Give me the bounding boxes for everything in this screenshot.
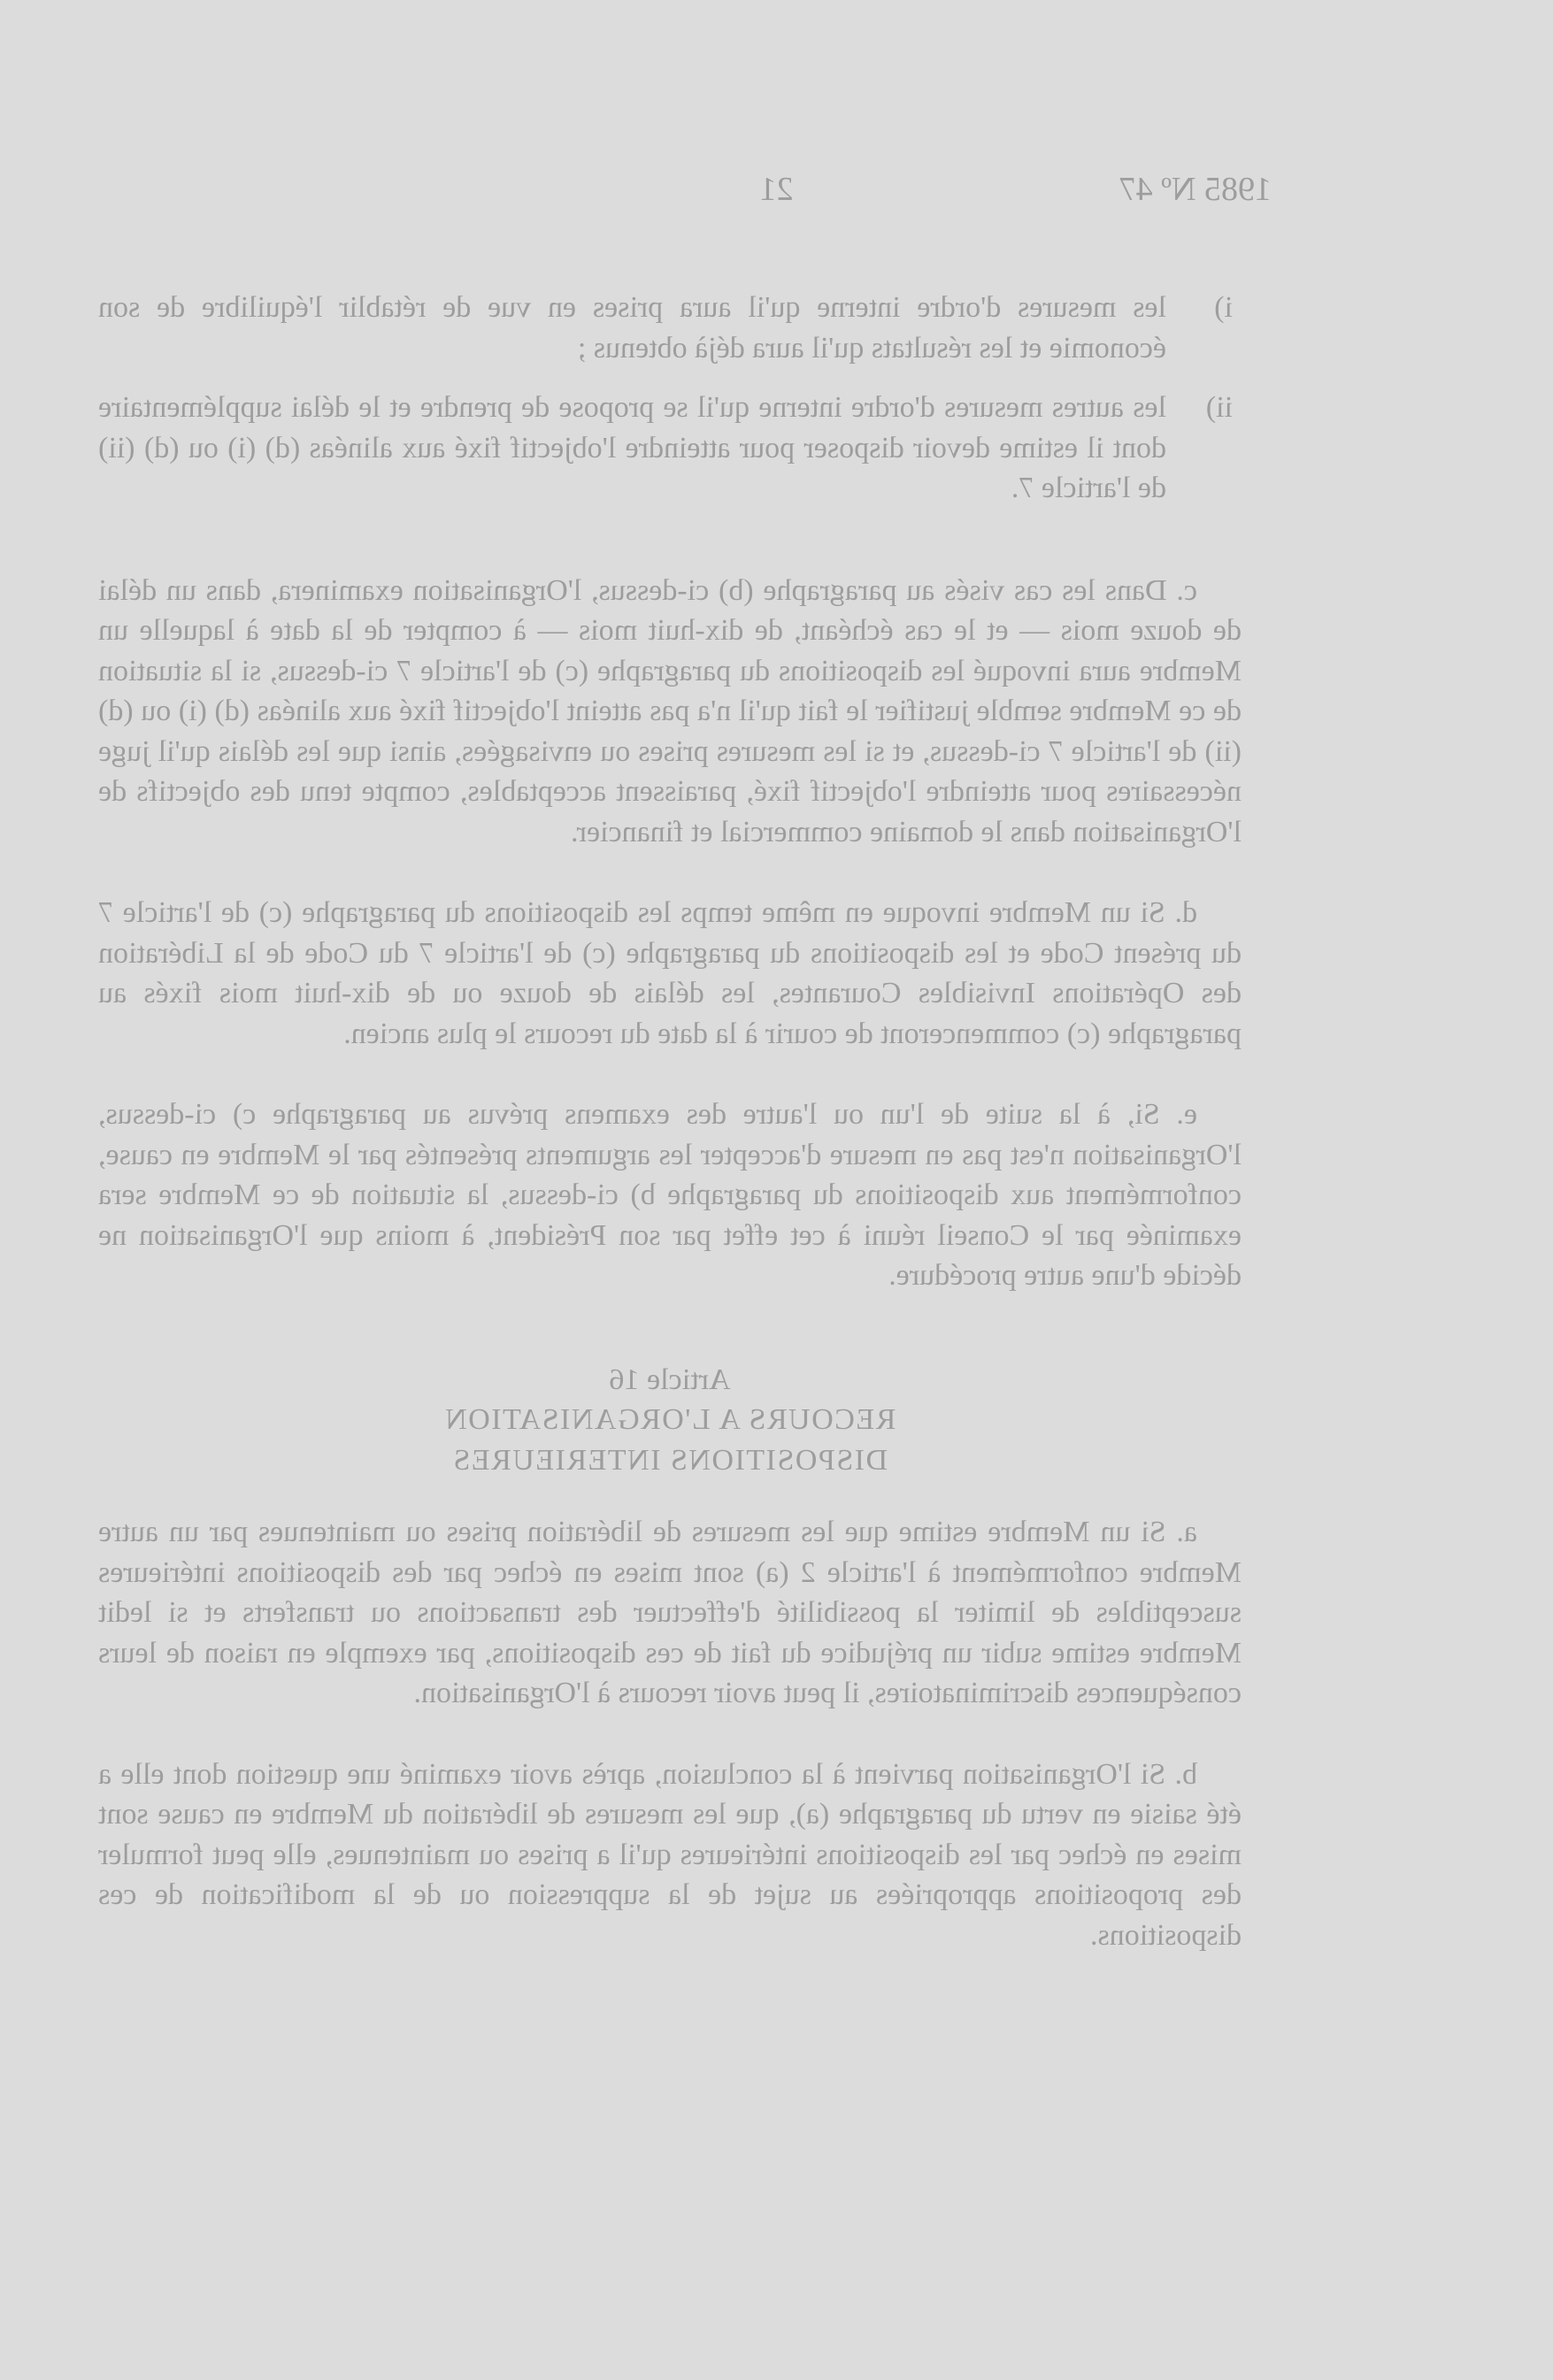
running-header [0, 170, 1553, 214]
article-paragraph-b: b. Si l'Organisation parvient à la conclusion, après avoir examiné une question dont elle a été saisie en vertu du paragraphe (a), que les mesures de libération du Membre en cause sont mises en échec par les dispositions intérieures qu'il a prises ou maintenues, elle peut formuler des propositions appropriées au sujet de la suppression ou de la modification de ces dispositions. [98, 1757, 1242, 1952]
article-paragraph-a: a. Si un Membre estime que les mesures de libération prises ou maintenues par un autre Membre conformément à l'article 2 (a) sont mises en échec par des dispositions intérieures susceptibles de limiter la possibilité d'effectuer des transactions ou transferts et si ledit Membre estime subir un préjudice du fait de ces dispositions, par exemple en raison de leurs conséquences discriminatoires, il peut avoir recours à l'Organisation. [98, 1516, 1242, 1709]
list-item [98, 288, 1242, 368]
article-number: Article 16 [609, 1363, 731, 1396]
page-number: 21 [759, 171, 794, 208]
article-title: RECOURS A L'ORGANISATION [443, 1403, 896, 1436]
item-marker: ii) [1205, 391, 1233, 424]
item-text: les mesures d'ordre interne qu'il aura prises en vue de rétablir l'équilibre de son économie et les résultats qu'il aura déjà obtenus ; [98, 291, 1166, 365]
paragraph-c: c. Dans les cas visés au paragraphe (b) ci-dessus, l'Organisation examinera, dans un délai de douze mois — et le cas échéant, de dix-huit mois — à compter de la date à laquelle un Membre aura invoqué les dispositions du paragraphe (c) de l'article 7 ci-dessus, si la situation de ce Membre semble justifier le fait qu'il n'a pas atteint l'objectif fixé aux alinéas (d) (i) ou (d) (ii) de l'article 7 ci-dessus, et si les mesures prises ou envisagées, ainsi que les délais qu'il juge nécessaires pour atteindre l'objectif fixé, paraissent acceptables, compte tenu des objectifs de l'Organisation dans le domaine commercial et financier. [98, 573, 1242, 848]
article-subtitle: DISPOSITIONS INTERIEURES [451, 1443, 888, 1477]
item-text: les autres mesures d'ordre interne qu'il se propose de prendre et le délai supplémentaire dont il estime devoir disposer pour atteindre l'objectif fixé aux alinéas (d) (i) ou (d) (ii) de l'article 7. [98, 391, 1166, 504]
issue-reference: 1985 Nº 47 [1119, 171, 1272, 208]
body-text [98, 288, 1242, 1955]
paragraph-d: d. Si un Membre invoque en même temps les dispositions du paragraphe (c) de l'article 7 du présent Code et les dispositions du paragraphe (c) de l'article 7 du Code de la Libération des Opérations Invisibles Courantes, les délais de douze ou de dix-huit mois fixés au paragraphe (c) commenceront de courir à la date du recours le plus ancien. [98, 896, 1242, 1050]
list-item [98, 388, 1242, 509]
item-marker: i) [1214, 291, 1233, 324]
paragraph-e: e. Si, à la suite de l'un ou l'autre des examens prévus au paragraphe c) ci-dessus, l'Organisation n'est pas en mesure d'accepter les arguments présentés par le Membre en cause, conformément aux dispositions du paragraphe b) ci-dessus, la situation de ce Membre sera examinée par le Conseil réuni à cet effet par son Président, à moins que l'Organisation ne décide d'une autre procédure. [98, 1098, 1242, 1292]
